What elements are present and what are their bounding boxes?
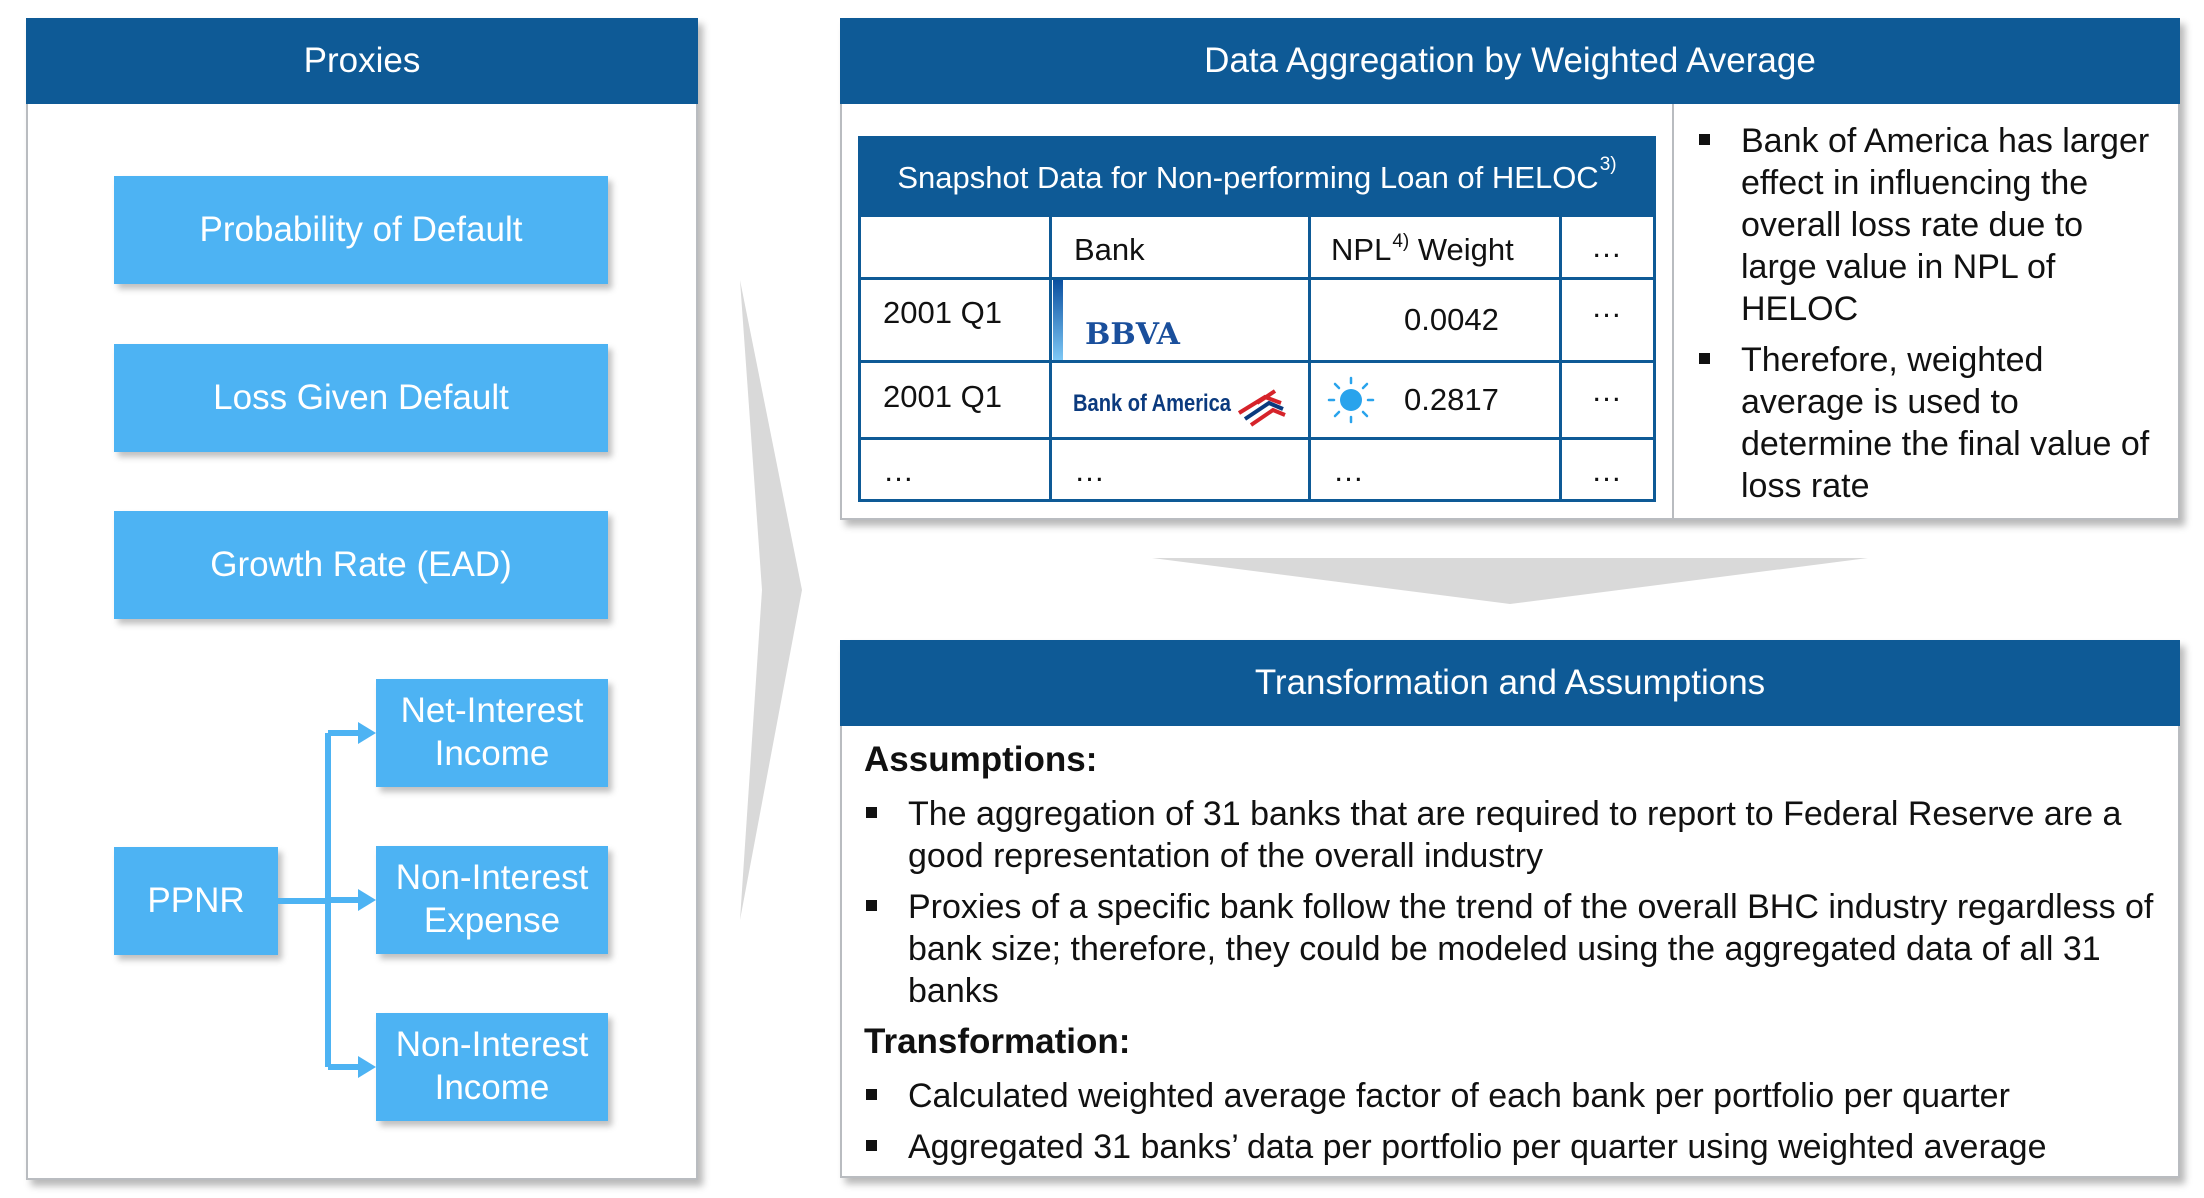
weight-label: Weight	[1409, 232, 1514, 267]
aggregation-title: Data Aggregation by Weighted Average	[840, 18, 2180, 104]
snapshot-table	[858, 136, 1656, 502]
bullet-item: Bank of America has larger effect in influencing the overall loss rate due to large value in NPL of HELOC	[1697, 120, 2167, 330]
npl-label: NPL	[1331, 232, 1392, 267]
row3-period: …	[883, 453, 914, 488]
bank-of-america-logo-icon	[1053, 363, 1308, 437]
chevron-down-icon	[1152, 558, 1868, 604]
row2-more: …	[1591, 373, 1622, 408]
non-interest-expense-box: Non-Interest Expense	[376, 846, 608, 954]
ppnr-box: PPNR	[114, 847, 278, 955]
bbva-logo-text: BBVA	[1085, 317, 1180, 352]
transformation-list	[864, 1075, 2176, 1177]
transformation-heading: Transformation:	[864, 1022, 1131, 1061]
aggregation-divider	[1672, 104, 1674, 520]
assumptions-list	[864, 793, 2176, 1021]
sun-icon	[1311, 363, 1391, 437]
non-interest-income-box: Non-Interest Income	[376, 1013, 608, 1121]
loss-given-default-box: Loss Given Default	[114, 344, 608, 452]
table-divider	[1559, 217, 1562, 499]
chevron-right-icon	[740, 280, 802, 920]
header-cell-bank: Bank	[1074, 232, 1145, 267]
snapshot-title-text: Snapshot Data for Non-performing Loan of HELOC	[897, 160, 1599, 195]
row3-weight: …	[1333, 453, 1364, 488]
row3-bank: …	[1074, 453, 1105, 488]
row3-more: …	[1591, 453, 1622, 488]
assumptions-heading: Assumptions:	[864, 740, 1098, 779]
row2-weight: 0.2817	[1404, 382, 1499, 417]
aggregation-bullets	[1697, 120, 2167, 516]
sun-icon-cell	[1311, 363, 1391, 437]
net-interest-income-box: Net-Interest Income	[376, 679, 608, 787]
row2-period: 2001 Q1	[883, 379, 1002, 414]
snapshot-title-footnote: 3)	[1599, 154, 1617, 175]
row1-more: …	[1591, 289, 1622, 324]
transformation-title: Transformation and Assumptions	[840, 640, 2180, 726]
bbva-logo	[1053, 280, 1308, 360]
snapshot-table-title	[861, 139, 1653, 217]
bank-of-america-logo-text: Bank of America	[1073, 390, 1232, 417]
table-divider	[1049, 217, 1052, 499]
flag-icon	[1239, 391, 1285, 425]
bullet-item: Therefore, weighted average is used to determine the final value of loss rate	[1697, 339, 2167, 507]
proxies-title: Proxies	[26, 18, 698, 104]
transformation-item: Calculated weighted average factor of each bank per portfolio per quarter	[864, 1075, 2176, 1117]
bank-of-america-logo	[1053, 363, 1308, 437]
probability-of-default-box: Probability of Default	[114, 176, 608, 284]
row1-weight: 0.0042	[1404, 302, 1499, 337]
table-divider	[861, 437, 1653, 440]
assumption-item: The aggregation of 31 banks that are required to report to Federal Reserve are a good representation of the overall industry	[864, 793, 2176, 877]
growth-rate-box: Growth Rate (EAD)	[114, 511, 608, 619]
header-cell-npl-weight	[1331, 232, 1514, 268]
transformation-item: Aggregated 31 banks’ data per portfolio per quarter using weighted average	[864, 1126, 2176, 1168]
header-cell-more: …	[1591, 229, 1622, 264]
bbva-logo-icon	[1053, 280, 1308, 360]
row1-period: 2001 Q1	[883, 295, 1002, 330]
table-divider	[1308, 217, 1311, 499]
npl-footnote: 4)	[1392, 231, 1410, 252]
assumption-item: Proxies of a specific bank follow the trend of the overall BHC industry regardless of bank size; therefore, they could be modeled using the aggregated data of all 31 banks	[864, 886, 2176, 1012]
